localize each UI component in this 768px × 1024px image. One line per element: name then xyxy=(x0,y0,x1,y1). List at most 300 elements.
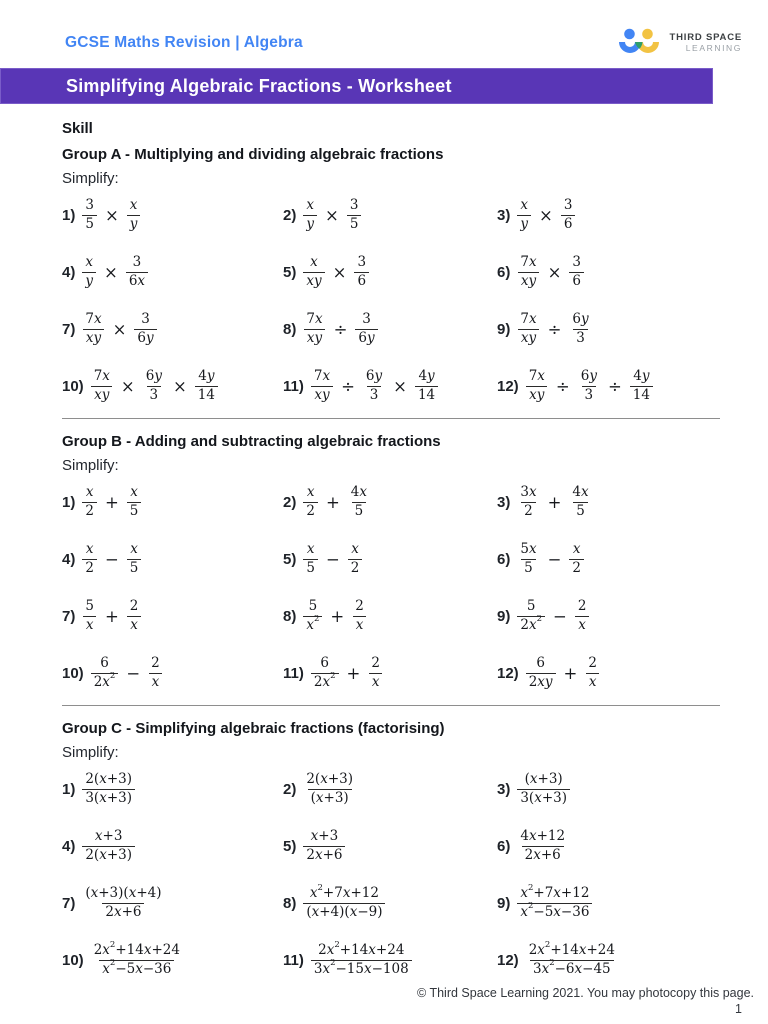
problem-expression xyxy=(82,255,148,288)
fraction xyxy=(303,772,356,805)
problem xyxy=(497,594,720,638)
numerator: 7x xyxy=(520,311,537,328)
denominator: 5 xyxy=(347,215,362,232)
operator: − xyxy=(126,663,141,683)
logo-people-icon xyxy=(618,26,662,60)
denominator: 6x xyxy=(126,272,148,289)
operator: × xyxy=(104,205,119,225)
operator: × xyxy=(112,319,127,339)
denominator: 3 xyxy=(367,386,382,403)
worksheet-content xyxy=(0,104,768,986)
denominator: 2 xyxy=(82,559,97,576)
problem-number: 8) xyxy=(283,320,297,338)
problem-expression xyxy=(303,882,385,920)
fraction xyxy=(195,369,218,402)
numerator: 3 xyxy=(132,254,142,271)
fraction xyxy=(303,882,385,920)
fraction xyxy=(561,198,576,231)
numerator: 3 xyxy=(85,197,94,214)
numerator: 5 xyxy=(308,598,318,615)
problem xyxy=(62,767,283,811)
problem-number: 6) xyxy=(497,550,511,568)
problem-expression xyxy=(303,485,370,518)
numerator: 6y xyxy=(365,368,383,385)
denominator: 2 xyxy=(303,502,318,519)
problem xyxy=(283,537,497,581)
problems-grid xyxy=(62,193,720,408)
problem-number: 5) xyxy=(283,837,297,855)
fraction xyxy=(578,369,600,402)
denominator: 5 xyxy=(82,215,97,232)
problem-number: 9) xyxy=(497,607,511,625)
fraction xyxy=(303,255,324,288)
denominator: (x+3) xyxy=(308,789,352,806)
operator: − xyxy=(552,606,567,626)
fraction xyxy=(526,656,556,689)
numerator: 4y xyxy=(633,368,650,385)
problem xyxy=(283,938,497,982)
fraction xyxy=(517,198,531,231)
numerator: $2x^2+14x+24$ xyxy=(318,939,405,959)
fraction xyxy=(127,485,142,518)
problem-expression xyxy=(91,939,183,977)
fraction xyxy=(526,939,618,977)
problem-number: 1) xyxy=(62,206,76,224)
fraction xyxy=(569,255,584,288)
problem-number: 4) xyxy=(62,550,76,568)
numerator: x xyxy=(310,254,318,271)
fraction xyxy=(303,312,325,345)
numerator: 3 xyxy=(141,311,150,328)
problem xyxy=(62,480,283,524)
fraction xyxy=(517,542,539,575)
problem xyxy=(283,594,497,638)
fraction xyxy=(569,485,591,518)
fraction xyxy=(352,599,367,632)
fraction xyxy=(569,542,584,575)
problem-expression xyxy=(303,542,362,575)
problem-number: 3) xyxy=(497,780,511,798)
problem-expression xyxy=(82,312,156,345)
fraction xyxy=(517,829,568,862)
problem-expression xyxy=(82,198,140,231)
numerator: x+3 xyxy=(310,828,339,845)
operator: × xyxy=(547,262,562,282)
fraction xyxy=(575,599,590,632)
operator: + xyxy=(547,492,562,512)
problem-expression xyxy=(303,599,366,632)
numerator: (x+3)(x+4) xyxy=(85,885,162,902)
numerator: x xyxy=(306,541,315,558)
title-banner xyxy=(0,68,713,104)
numerator: 4y xyxy=(198,368,215,385)
denominator: xy xyxy=(526,386,547,403)
problem-expression xyxy=(303,198,361,231)
numerator: 2 xyxy=(371,655,380,672)
problem-number: 5) xyxy=(283,550,297,568)
operator: + xyxy=(563,663,578,683)
group-title: Group B - Adding and subtracting algebraic fractions xyxy=(62,433,441,450)
problem-expression xyxy=(517,485,591,518)
denominator: $x^2-5x-36$ xyxy=(517,903,592,920)
operator: + xyxy=(346,663,361,683)
denominator: 5 xyxy=(521,559,536,576)
numerator: 3 xyxy=(572,254,581,271)
fraction xyxy=(82,198,97,231)
denominator: x xyxy=(127,616,141,633)
group-section xyxy=(62,433,720,695)
fraction xyxy=(82,312,104,345)
fraction xyxy=(127,542,142,575)
problem-number: 9) xyxy=(497,320,511,338)
denominator: 3 xyxy=(147,386,162,403)
problem xyxy=(283,364,497,408)
denominator: y xyxy=(82,272,96,289)
numerator: x xyxy=(85,254,93,271)
problem xyxy=(497,480,720,524)
problem xyxy=(497,824,720,868)
fraction xyxy=(82,886,164,919)
fraction xyxy=(354,255,369,288)
numerator: 6 xyxy=(536,655,545,672)
problem-expression xyxy=(517,882,592,920)
problem-expression xyxy=(82,542,141,575)
fraction xyxy=(348,485,370,518)
problem-expression xyxy=(526,656,600,689)
problem-number: 1) xyxy=(62,780,76,798)
problem-number: 12) xyxy=(497,951,519,969)
problem-number: 10) xyxy=(62,377,84,395)
numerator: 2(x+3) xyxy=(306,771,353,788)
operator: × xyxy=(393,376,407,396)
denominator: 5 xyxy=(127,559,142,576)
numerator: x xyxy=(129,197,138,214)
operator: × xyxy=(120,376,135,396)
group-title: Group A - Multiplying and dividing algebraic fractions xyxy=(62,146,444,163)
operator: ÷ xyxy=(547,319,562,339)
fraction xyxy=(517,485,539,518)
problem xyxy=(62,537,283,581)
fraction xyxy=(363,369,385,402)
numerator: 6y xyxy=(145,368,162,385)
fraction xyxy=(127,599,142,632)
fraction xyxy=(82,485,97,518)
problem xyxy=(283,651,497,695)
operator: ÷ xyxy=(607,376,622,396)
operator: + xyxy=(325,492,340,512)
numerator: 3x xyxy=(520,484,537,501)
breadcrumb[interactable]: GCSE Maths Revision | Algebra xyxy=(65,34,303,51)
denominator: xy xyxy=(303,272,324,289)
denominator: y xyxy=(517,215,531,232)
problem-number: 10) xyxy=(62,664,84,682)
problems-grid xyxy=(62,480,720,695)
problem-expression xyxy=(517,255,584,288)
problem-number: 7) xyxy=(62,607,76,625)
denominator: x xyxy=(83,616,97,633)
denominator: x xyxy=(369,673,383,690)
numerator: 5 xyxy=(85,598,94,615)
fraction xyxy=(303,542,318,575)
numerator: 7x xyxy=(93,368,110,385)
numerator: 5x xyxy=(520,541,537,558)
denominator: $x^2$ xyxy=(303,616,322,633)
problem-number: 12) xyxy=(497,377,519,395)
problem xyxy=(62,938,283,982)
problem-number: 11) xyxy=(283,951,304,969)
operator: + xyxy=(104,492,119,512)
group-section xyxy=(62,720,720,982)
fraction xyxy=(311,656,339,689)
problem xyxy=(62,651,283,695)
problem-number: 10) xyxy=(62,951,84,969)
denominator: 14 xyxy=(415,386,438,403)
page-title: Simplifying Algebraic Fractions - Worksheet xyxy=(66,75,452,96)
numerator: x+3 xyxy=(94,828,123,845)
numerator: 3 xyxy=(563,197,573,214)
denominator: 6y xyxy=(134,329,156,346)
denominator: $3x^2-15x-108$ xyxy=(311,960,412,977)
denominator: 3 xyxy=(573,329,588,346)
denominator: x xyxy=(575,616,589,633)
fraction xyxy=(91,656,119,689)
fraction xyxy=(82,829,135,862)
problem-number: 1) xyxy=(62,493,76,511)
page-number: 1 xyxy=(735,1002,742,1016)
numerator: 2(x+3) xyxy=(85,771,132,788)
problem-expression xyxy=(82,772,135,805)
fraction xyxy=(91,939,183,977)
operator: − xyxy=(547,549,562,569)
problem xyxy=(283,193,497,237)
operator: + xyxy=(104,606,119,626)
denominator: $3x^2-6x-45$ xyxy=(530,960,614,977)
problem-number: 7) xyxy=(62,894,76,912)
denominator: xy xyxy=(311,386,332,403)
problem-number: 3) xyxy=(497,206,511,224)
problem xyxy=(497,307,720,351)
denominator: 3(x+3) xyxy=(82,789,135,806)
denominator: 2x+6 xyxy=(303,846,345,863)
numerator: 6 xyxy=(320,655,329,672)
denominator: 6 xyxy=(561,215,576,232)
denominator: 2x+6 xyxy=(102,903,144,920)
fraction xyxy=(303,198,317,231)
denominator: 3(x+3) xyxy=(517,789,570,806)
problem xyxy=(283,480,497,524)
section-divider xyxy=(62,705,720,706)
denominator: xy xyxy=(91,386,112,403)
skill-label: Skill xyxy=(62,120,93,137)
numerator: 2 xyxy=(577,598,587,615)
problem-expression xyxy=(82,829,135,862)
problem-expression xyxy=(303,312,377,345)
problem xyxy=(497,767,720,811)
numerator: 7x xyxy=(313,368,331,385)
problem-expression xyxy=(91,656,163,689)
denominator: 2 xyxy=(82,502,97,519)
numerator: x xyxy=(85,484,94,501)
denominator: x xyxy=(353,616,367,633)
problem-number: 12) xyxy=(497,664,519,682)
problem xyxy=(283,307,497,351)
numerator: 7x xyxy=(528,368,545,385)
problem-number: 9) xyxy=(497,894,511,912)
numerator: x xyxy=(306,484,315,501)
fraction xyxy=(303,599,322,632)
denominator: 6y xyxy=(355,329,377,346)
numerator: x xyxy=(130,541,138,558)
problem-expression xyxy=(303,829,345,862)
numerator: x xyxy=(306,197,314,214)
problem xyxy=(497,193,720,237)
problem-expression xyxy=(91,369,218,402)
denominator: 5 xyxy=(352,502,367,519)
denominator: xy xyxy=(304,329,325,346)
numerator: 6y xyxy=(580,368,597,385)
fraction xyxy=(127,198,141,231)
problem-expression xyxy=(526,939,618,977)
problem-expression xyxy=(303,255,369,288)
groups xyxy=(62,146,720,982)
denominator: 14 xyxy=(630,386,653,403)
denominator: $2x^2$ xyxy=(311,673,339,690)
problem-expression xyxy=(82,485,141,518)
problem xyxy=(497,938,720,982)
denominator: 5 xyxy=(127,502,142,519)
numerator: x xyxy=(520,197,528,214)
page-header xyxy=(0,0,768,68)
third-space-learning-logo xyxy=(618,26,743,60)
problem xyxy=(497,881,720,925)
logo-wordmark xyxy=(670,33,743,54)
denominator: $2x^2$ xyxy=(91,673,119,690)
numerator: $x^2+7x+12$ xyxy=(309,882,379,902)
logo-line1: THIRD SPACE xyxy=(669,31,742,43)
fraction xyxy=(517,599,545,632)
denominator: x xyxy=(586,673,600,690)
problem-expression xyxy=(517,198,575,231)
problem xyxy=(283,250,497,294)
problem-expression xyxy=(526,369,653,402)
numerator: 3 xyxy=(362,311,371,328)
operator: − xyxy=(325,549,340,569)
denominator: xy xyxy=(518,329,539,346)
problem xyxy=(62,824,283,868)
numerator: 6 xyxy=(100,655,109,672)
problem-number: 4) xyxy=(62,837,76,855)
numerator: $x^2+7x+12$ xyxy=(520,882,590,902)
fraction xyxy=(630,369,653,402)
fraction xyxy=(415,369,438,402)
problem-number: 2) xyxy=(283,493,297,511)
fraction xyxy=(91,369,113,402)
fraction xyxy=(368,656,383,689)
fraction xyxy=(347,198,362,231)
problem xyxy=(62,364,283,408)
fraction xyxy=(82,255,96,288)
operator: × xyxy=(172,376,187,396)
problem xyxy=(283,767,497,811)
problem-expression xyxy=(517,772,570,805)
problem-number: 2) xyxy=(283,780,297,798)
numerator: $2x^2+14x+24$ xyxy=(528,939,615,959)
fraction xyxy=(303,485,318,518)
operator: ÷ xyxy=(555,376,570,396)
denominator: x xyxy=(149,673,163,690)
operator: ÷ xyxy=(333,319,348,339)
numerator: x xyxy=(130,484,138,501)
fraction xyxy=(355,312,377,345)
simplify-prompt: Simplify: xyxy=(62,170,119,187)
problem-expression xyxy=(303,772,356,805)
problem xyxy=(497,651,720,695)
numerator: 3 xyxy=(357,254,367,271)
group-title: Group C - Simplifying algebraic fractions (factorising) xyxy=(62,720,445,737)
page-footer xyxy=(0,986,768,1024)
fraction xyxy=(311,939,412,977)
problem-number: 4) xyxy=(62,263,76,281)
numerator: (x+3) xyxy=(524,771,563,788)
fraction xyxy=(82,599,97,632)
fraction xyxy=(569,312,591,345)
problem-expression xyxy=(517,542,584,575)
numerator: 7x xyxy=(520,254,537,271)
denominator: $x^2-5x-36$ xyxy=(99,960,174,977)
fraction xyxy=(517,255,539,288)
denominator: 5 xyxy=(573,502,588,519)
fraction xyxy=(348,542,363,575)
problem xyxy=(62,881,283,925)
numerator: x xyxy=(351,541,359,558)
denominator: 6 xyxy=(569,272,584,289)
fraction xyxy=(143,369,165,402)
problem-number: 6) xyxy=(497,837,511,855)
numerator: 4x+12 xyxy=(520,828,566,845)
denominator: y xyxy=(303,215,317,232)
numerator: $2x^2+14x+24$ xyxy=(93,939,180,959)
fraction xyxy=(311,369,333,402)
denominator: 5 xyxy=(303,559,318,576)
numerator: 4x xyxy=(572,484,589,501)
denominator: 2 xyxy=(521,502,536,519)
group-section xyxy=(62,146,720,408)
operator: × xyxy=(324,205,339,225)
fraction xyxy=(148,656,163,689)
problem xyxy=(62,250,283,294)
denominator: 3 xyxy=(582,386,597,403)
denominator: 2 xyxy=(348,559,363,576)
numerator: 7x xyxy=(85,311,102,328)
section-divider xyxy=(62,418,720,419)
numerator: 4x xyxy=(350,484,367,501)
denominator: 2(x+3) xyxy=(82,846,135,863)
problem-number: 6) xyxy=(497,263,511,281)
problem xyxy=(62,193,283,237)
denominator: 2 xyxy=(569,559,584,576)
denominator: 2xy xyxy=(526,673,556,690)
problem-expression xyxy=(82,599,141,632)
copyright-text: © Third Space Learning 2021. You may photocopy this page. xyxy=(417,986,754,1000)
problem-expression xyxy=(517,829,568,862)
problem-number: 7) xyxy=(62,320,76,338)
operator: × xyxy=(538,205,553,225)
problem-expression xyxy=(311,939,412,977)
fraction xyxy=(134,312,156,345)
fraction xyxy=(585,656,600,689)
problem-expression xyxy=(517,599,589,632)
problem-expression xyxy=(311,656,383,689)
